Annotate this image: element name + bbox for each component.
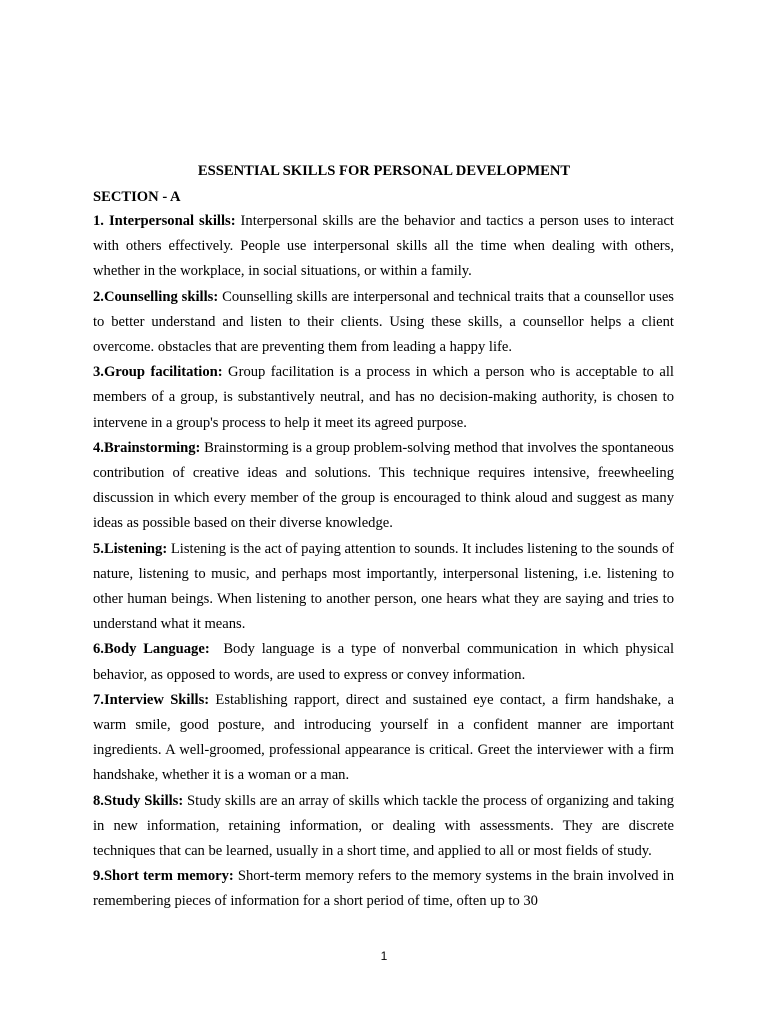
entry-study-skills — [93, 789, 674, 865]
page-number: 1 — [380, 949, 388, 963]
entry-text: Body language is a type of nonverbal communication in which physical behavior, as opposed to words, are used to express or convey information. — [93, 641, 678, 683]
entry-text: Establishing rapport, direct and sustained eye contact, a firm handshake, a warm smile, good posture, and introducing yourself in a confident manner are important ingredients. A well-groomed, professional appearance is critical. Greet the interviewer with a firm handshake, whether it is a woman or a man. — [93, 691, 675, 784]
entry-term: 1. Interpersonal skills: — [93, 213, 236, 229]
entry-text: Listening is the act of paying attention to sounds. It includes listening to the sounds of nature, listening to music, and perhaps most importantly, interpersonal listening, i.e. listening to other human beings. When listening to another person, one hears what they are saying and tries to understand what it means. — [93, 540, 674, 633]
entry-listening — [93, 537, 674, 638]
entry-interpersonal-skills — [93, 209, 674, 285]
entry-counselling-skills — [93, 285, 674, 361]
entry-term: 9.Short term memory: — [93, 868, 234, 885]
entry-group-facilitation — [93, 360, 674, 436]
entry-term: 2.Counselling skills: — [93, 288, 219, 305]
entry-body-language — [93, 637, 678, 687]
entry-text: Study skills are an array of skills which tackle the process of organizing and taking in new information, retaining information, or dealing with assessments. They are discrete techniques that can be learned, usually in a short time, and applied to all or most fields of study. — [93, 792, 674, 860]
document-title: ESSENTIAL SKILLS FOR PERSONAL DEVELOPMENT — [197, 163, 571, 179]
document-body — [93, 209, 678, 915]
entry-term: 3.Group facilitation: — [93, 364, 223, 381]
entry-term: 5.Listening: — [93, 540, 168, 557]
entry-term: 4.Brainstorming: — [93, 439, 201, 456]
entry-term: 6.Body Language: — [93, 641, 210, 658]
entry-interview-skills — [93, 688, 674, 789]
entry-term: 8.Study Skills: — [93, 792, 184, 809]
entry-brainstorming — [93, 436, 674, 537]
entry-text: Interpersonal skills are the behavior and tactics a person uses to interact with others effectively. People use interpersonal skills all the time when dealing with others, whether in the workplace, in social situations, or within a family. — [93, 213, 674, 280]
entry-text: Counselling skills are interpersonal and technical traits that a counsellor uses to better understand and listen to their clients. Using these skills, a counsellor helps a client overcome. obstacles that are preventing them from leading a happy life. — [93, 288, 674, 356]
entry-short-term-memory — [93, 864, 674, 914]
entry-term: 7.Interview Skills: — [93, 691, 210, 708]
entry-text: Group facilitation is a process in which a person who is acceptable to all members of a group, is substantively neutral, and has no decision-making authority, is chosen to intervene in a group's process to help it meet its agreed purpose. — [93, 364, 674, 431]
entry-text: Short-term memory refers to the memory systems in the brain involved in remembering pieces of information for a short period of time, often up to 30 — [93, 868, 674, 910]
entry-text: Brainstorming is a group problem-solving method that involves the spontaneous contribution of creative ideas and solutions. This technique requires intensive, freewheeling discussion in which every member of the group is encouraged to think aloud and suggest as many ideas as possible based on their diverse knowledge. — [93, 439, 674, 532]
section-heading: SECTION - A — [93, 189, 181, 205]
